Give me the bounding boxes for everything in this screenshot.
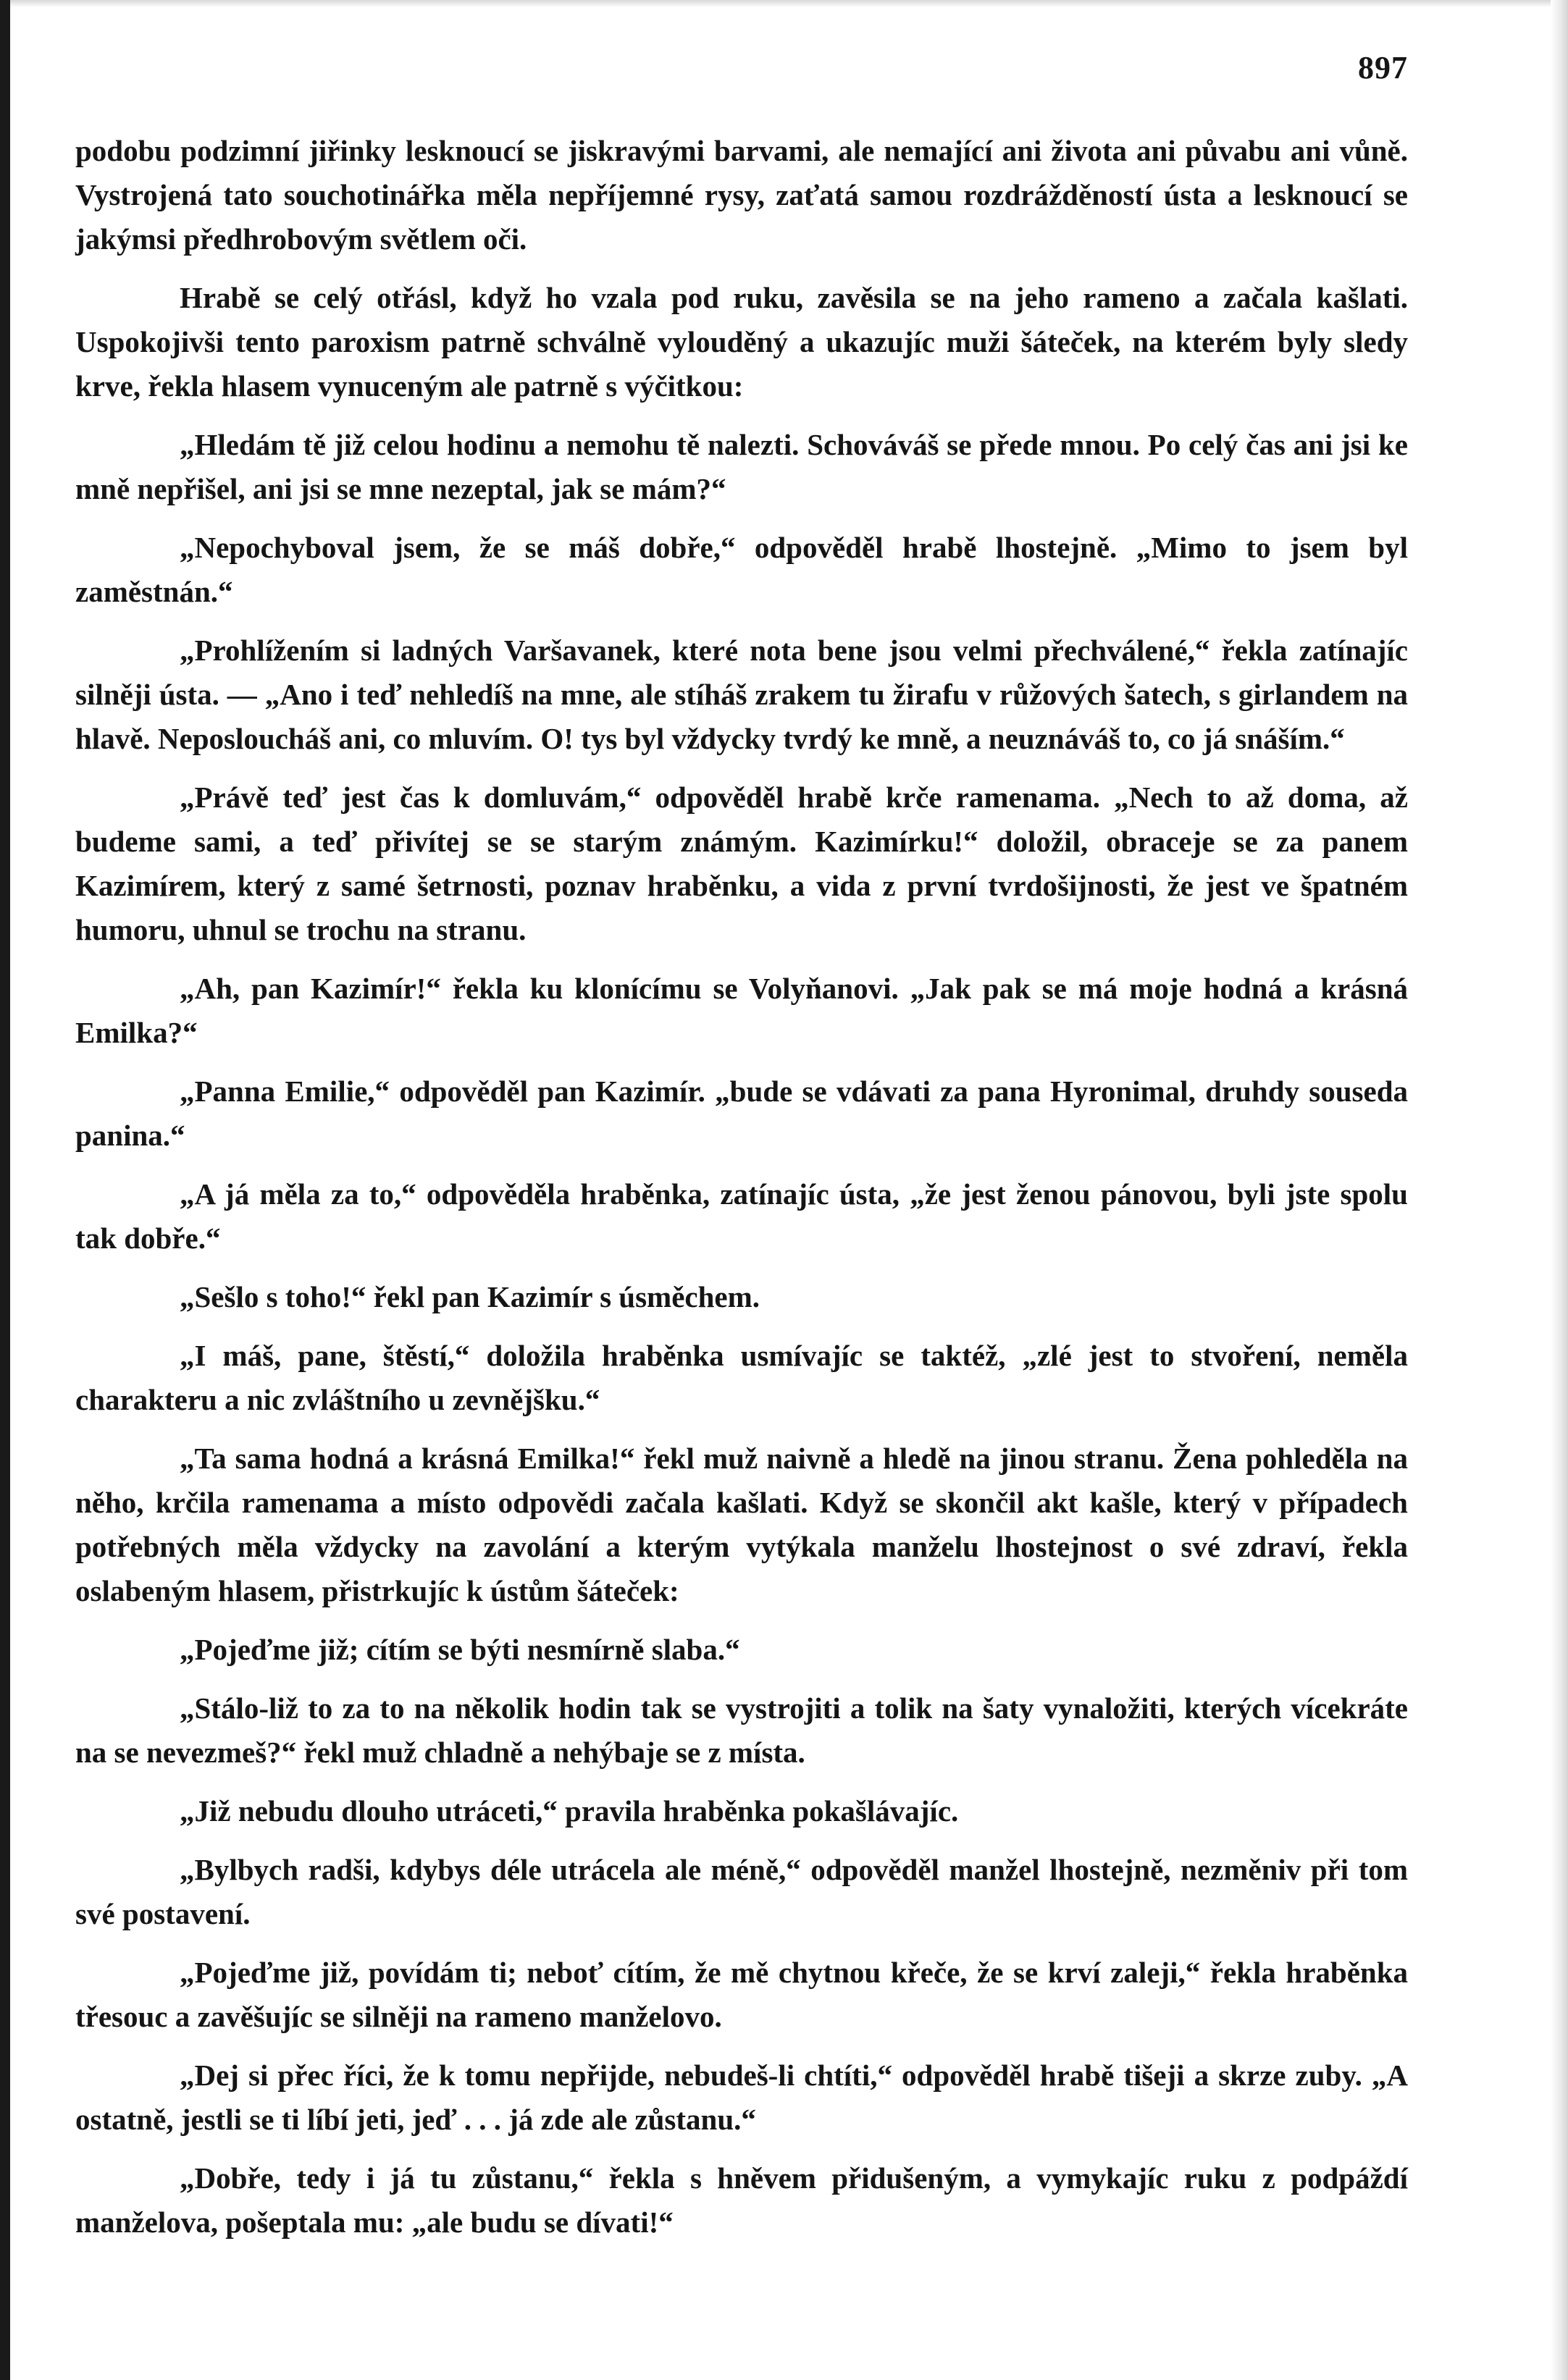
paragraph: „Nepochyboval jsem, že se máš dobře,“ odpověděl hrabě lhostejně. „Mimo to jsem byl zaměstnán.“: [75, 531, 1408, 608]
page-number: 897: [1358, 50, 1408, 85]
paragraph: „Stálo-liž to za to na několik hodin tak se vystrojiti a tolik na šaty vynaložiti, kterých vícekráte na se nevezmeš?“ řekl muž chladně a nehýbaje se z místa.: [75, 1691, 1408, 1769]
paragraph: „Hledám tě již celou hodinu a nemohu tě nalezti. Schováváš se přede mnou. Po celý čas ani jsi ke mně nepřišel, ani jsi se mne nezeptal, jak se mám?“: [75, 428, 1408, 505]
paragraph: „Pojeďme již; cítím se býti nesmírně slaba.“: [180, 1633, 740, 1666]
paragraph: „Ta sama hodná a krásná Emilka!“ řekl muž naivně a hledě na jinou stranu. Žena pohleděla na něho, krčila ramenama a místo odpovědi začala kašlati. Když se skončil akt kašle, který v případech potřebných měla vždycky na zavolání a kterým vytýkala manželu lhostejnost o své zdraví, řekla oslabeným hlasem, přistrkujíc k ústům šáteček:: [75, 1442, 1408, 1607]
paragraph: „Prohlížením si ladných Varšavanek, které nota bene jsou velmi přechválené,“ řekla zatínajíc silněji ústa. — „Ano i teď nehledíš na mne, ale stíháš zrakem tu žirafu v růžových šatech, s girlandem na hlavě. Neposloucháš ani, co mluvím. O! tys byl vždycky tvrdý ke mně, a neuznáváš to, co já snáším.“: [75, 634, 1408, 755]
scan-top-edge: [0, 0, 1568, 7]
paragraph: „Pojeďme již, povídám ti; neboť cítím, že mě chytnou křeče, že se krví zaleji,“ řekla hraběnka třesouc a zavěšujíc se silněji na rameno manželovo.: [75, 1956, 1408, 2033]
paragraph: Hrabě se celý otřásl, když ho vzala pod ruku, zavěsila se na jeho rameno a začala kašlati. Uspokojivši tento paroxism patrně schválně vylouděný a ukazujíc muži šáteček, na kterém byly sledy krve, řekla hlasem vynuceným ale patrně s výčitkou:: [75, 281, 1408, 403]
paragraph: „Bylbych radši, kdybys déle utrácela ale méně,“ odpověděl manžel lhostejně, nezměniv při tom své postavení.: [75, 1853, 1408, 1930]
paragraph: „Právě teď jest čas k domluvám,“ odpověděl hrabě krče ramenama. „Nech to až doma, až budeme sami, a teď přivítej se se starým známým. Kazimírku!“ doložil, obraceje se za panem Kazimírem, který z samé šetrnosti, poznav hraběnku, a vida z první tvrdošijnosti, že jest ve špatném humoru, uhnul se trochu na stranu.: [75, 781, 1408, 946]
paragraph: podobu podzimní jiřinky lesknoucí se jiskravými barvami, ale nemající ani života ani půvabu ani vůně. Vystrojená tato souchotinářka měla nepříjemné rysy, zaťatá samou rozdrážděností ústa a lesknoucí se jakýmsi předhrobovým světlem oči.: [75, 134, 1408, 256]
scan-left-edge: [0, 0, 10, 2380]
paragraph: „Dej si přec říci, že k tomu nepřijde, nebudeš-li chtíti,“ odpověděl hrabě tišeji a skrze zuby. „A ostatně, jestli se ti líbí jeti, jeď . . . já zde ale zůstanu.“: [75, 2059, 1408, 2136]
paragraph: „Dobře, tedy i já tu zůstanu,“ řekla s hněvem přidušeným, a vymykajíc ruku z podpáždí manželova, pošeptala mu: „ale budu se dívati!“: [75, 2161, 1408, 2239]
page-text: [75, 129, 1408, 2259]
paragraph: „Ah, pan Kazimír!“ řekla ku klonícímu se Volyňanovi. „Jak pak se má moje hodná a krásná Emilka?“: [75, 972, 1408, 1049]
paragraph: „A já měla za to,“ odpověděla hraběnka, zatínajíc ústa, „že jest ženou pánovou, byli jste spolu tak dobře.“: [75, 1177, 1408, 1255]
paragraph: „Sešlo s toho!“ řekl pan Kazimír s úsměchem.: [180, 1280, 760, 1313]
scan-right-edge: [1551, 0, 1568, 2380]
paragraph: „Panna Emilie,“ odpověděl pan Kazimír. „bude se vdávati za pana Hyronimal, druhdy souseda panina.“: [75, 1075, 1408, 1152]
paragraph: „I máš, pane, štěstí,“ doložila hraběnka usmívajíc se taktéž, „zlé jest to stvoření, neměla charakteru a nic zvláštního u zevnějšku.“: [75, 1339, 1408, 1416]
paragraph: „Již nebudu dlouho utráceti,“ pravila hraběnka pokašlávajíc.: [180, 1794, 959, 1828]
